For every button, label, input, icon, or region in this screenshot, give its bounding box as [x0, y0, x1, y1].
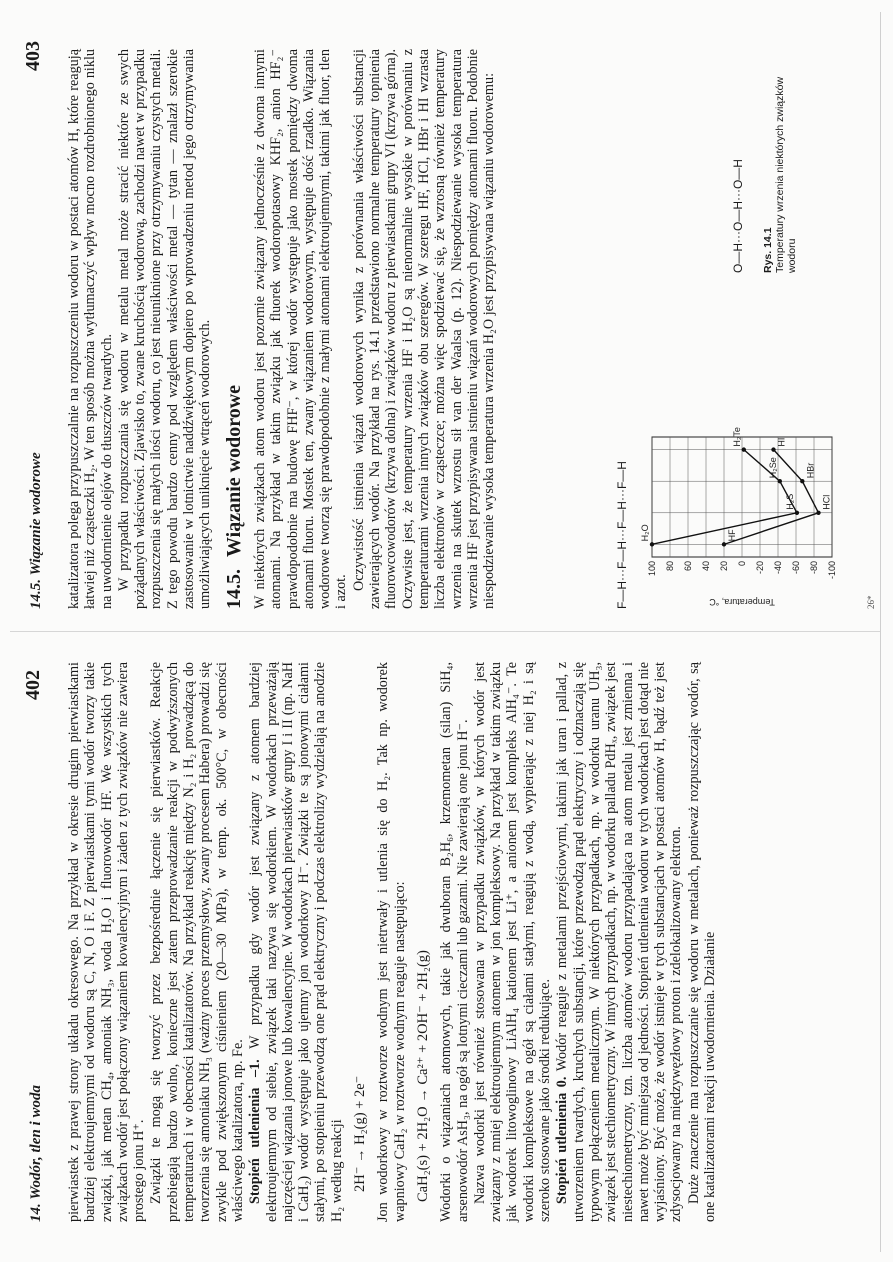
y-tick-label: -60 [791, 561, 801, 575]
point-label: H₂Te [731, 427, 742, 447]
y-tick-label: 0 [737, 561, 747, 567]
point-label: HBr [805, 462, 816, 479]
paragraph: Wodorki o wiązaniach atomowych, takie jak dwuboran B₂H₆, krzemometan (silan) SiH₄, arsenowodór AsH₃, na ogół są lotnymi cieczami lub gazami. Nie zawierają one jonu H⁻. [438, 662, 471, 1222]
point-label: HCl [821, 494, 832, 510]
paragraph: W przypadku rozpuszczania się wodoru w metalu metal może stracić niektóre ze swych pożądanych właściwości. Zjawisko to, zwane kruchością wodorową, zachodzi nawet w przypadku rozpuszczenia się małych ilości wodoru, co jest nieuniknione przy otrzymywaniu czystych metali. Z tego powodu bardzo cenny pod względem właściwości metal — tytan — znalazł szerokie zastosowanie w lotnictwie naddźwiękowym dopiero po wprowadzeniu metod jego otrzymywania umożliwiających uniknięcie wtrąceń wodorowych. [115, 49, 214, 609]
chart-layer [640, 427, 837, 607]
paragraph: katalizatora polega przypuszczalnie na rozpuszczeniu wodoru w postaci atomów H, które reagują łatwiej niż cząsteczki H₂. W ten sposób można wytłumaczyć wpływ mocno rozdrobnionego niklu na uwodornienie olejów do tłuszczów twardych. [66, 49, 115, 609]
figure-number: Rys. 14.1 [762, 227, 774, 273]
paragraph-text: Wodór reaguje z metalami przejściowymi, takimi jak uran i pallad, z utworzeniem twardych, kruchych substancji, które przewodzą prąd elektryczny i odznaczają się typowym połączeniem metalicznym. W niektórych przypadkach, np. w wodorku uranu UH₃, związek jest stechiometryczny. W innych przypadkach, np. w wodorku palladu PdHₓ, związek jest niestechiometryczny, tzn. liczba atomów wodoru przypadająca na atom metalu jest zmienna i nawet może być mniejsza od jedności. Stopień utlenienia wodoru w tych wodorkach jest dotąd nie wyjaśniony. Być może, że wodór istnieje w tych substancjach w postaci atomów H, bądź też jest zdysocjowany na międzywęzłowy proton i zdelokalizowany elektron. [554, 661, 685, 1222]
paragraph [247, 662, 345, 1222]
data-point [816, 511, 820, 515]
data-point [795, 511, 799, 515]
paragraph: Nazwa wodorki jest również stosowana w przypadku związków, w których wodór jest związany z mniej elektroujemnym atomem w jon kompleksowy. Na przykład w takim związku jak wodorek litowoglinowy LiAlH₄ kationem jest Li⁺, a anionem jest kompleks AlH₄⁻. Te wodorki kompleksowe na ogół są ciałami stałymi, reagują z wodą, wypierając z niej H₂ i są szeroko stosowane jako środki redukujące. [471, 662, 554, 1222]
y-tick-label: 40 [701, 561, 711, 572]
equation: 2H⁻ → H₂(g) + 2e⁻ [352, 1075, 369, 1192]
text-column [66, 662, 719, 1222]
y-tick-label: -20 [755, 561, 765, 575]
paragraph-text: W przypadku gdy wodór jest związany z atomem bardziej elektroujemnym od siebie, związek taki nazywa się wodorkiem. W wodorkach przeważają najczęściej wiązania jonowe lub kowalencyjne. W wodorkach pierwiastków grupy I i II (np. NaH i CaH₂) wodór występuje jako ujemny jon wodorkowy H⁻. Związki te są jonowymi ciałami stałymi, po stopieniu przewodzą one prąd elektryczny i podczas elektrolizy wydzielają na anodzie H₂ według reakcji [247, 661, 345, 1222]
figure-caption-text: Temperatury wrzenia niektórych związków wodoru [774, 76, 798, 273]
section-number: 14.5. [222, 569, 245, 609]
water-chain: O—H···O—H···O—H [731, 159, 745, 273]
y-tick-label: 60 [683, 561, 693, 572]
paragraph: Jon wodorkowy w roztworze wodnym jest nietrwały i utlenia się do H₂. Tak np. wodorek wapniowy CaH₂ w roztworze wodnym reaguje następująco: [375, 662, 408, 1222]
paragraph: Duże znaczenie ma rozpuszczanie się wodoru w metalach, ponieważ rozpuszczając wodór, są one katalizatorami reakcji uwodornienia. Działanie [685, 662, 718, 1222]
y-tick-label: -100 [827, 561, 837, 580]
figure-caption [732, 53, 798, 273]
y-tick-label: -40 [773, 561, 783, 575]
point-label: HF [727, 529, 737, 542]
running-head: 14.5. Wiązanie wodorowe [28, 452, 44, 609]
running-head: 14. Wodór, tlen i woda [28, 1085, 44, 1222]
page-number: 403 [22, 41, 44, 71]
point-label: HI [776, 437, 787, 447]
paragraph [554, 662, 684, 1222]
point-label: H₂Se [767, 457, 778, 479]
section-title: Wiązanie wodorowe [222, 384, 245, 557]
text-column [66, 49, 498, 609]
data-point [771, 447, 775, 451]
y-tick-label: 80 [665, 561, 675, 572]
paragraph: Związki te mogą się tworzyć przez bezpośrednie łączenie się pierwiastków. Reakcje przebiegają bardzo wolno, konieczne jest zatem przeprowadzanie reakcji w podwyższonych temperaturach i w obecności katalizatorów. Na przykład reakcję między N₂ i H₂ prowadzącą do tworzenia się amoniaku NH₃ (ważny proces przemysłowy, zwany procesem Habera) prowadzi się zwykle pod zwiększonym ciśnieniem (20—30 MPa), w temp. ok. 500°C, w obecności właściwego katalizatora, np. Fe. [148, 662, 246, 1222]
left-page [0, 631, 893, 1262]
y-axis-label: Temperatura, °C [709, 597, 775, 607]
signature-mark: 26* [866, 595, 876, 609]
paragraph: pierwiastek z prawej strony układu okresowego. Na przykład w okresie drugim pierwiastkami bardziej elektroujemnymi od wodoru są C, N, O i F. Z pierwiastkami tymi wodór tworzy takie związki, jak metan CH₄, amoniak NH₃, woda H₂O i fluorowodór HF. We wszystkich tych związkach wodór jest połączony wiązaniem kowalencyjnym i żaden z tych związków nie zawiera prostego jonu H⁺. [66, 662, 148, 1222]
y-tick-label: -80 [809, 561, 819, 575]
equation: CaH₂(s) + 2H₂O → Ca²⁺ + 2OH⁻ + 2H₂(g) [414, 950, 431, 1202]
subsection-title: Stopień utlenienia –1. [247, 1059, 264, 1204]
data-point [722, 542, 726, 546]
hf-chain: F—H···F—H···F—H···F—H [615, 461, 629, 609]
y-tick-label: 100 [647, 561, 657, 577]
data-point [800, 479, 804, 483]
subsection-title: Stopień utlenienia 0. [554, 1076, 571, 1204]
data-point [742, 447, 746, 451]
data-point [778, 479, 782, 483]
section-heading [222, 49, 245, 609]
data-point [650, 542, 654, 546]
boiling-point-chart [640, 327, 860, 617]
paragraph: Oczywistość istnienia wiązań wodorowych wynika z porównania właściwości substancji zawierających wodór. Na przykład na rys. 14.1 przedstawiono normalne temperatury topnienia fluorowcowodorów (krzywa dolna) i związków wodoru z pierwiastkami grupy VI (krzywa górna). Oczywiste jest, że temperatury wrzenia HF i H₂O są nienormalnie wysokie w porównaniu z temperaturami wrzenia innych związków obu szeregów. W szeregu HF, HCl, HBr i HI wzrasta liczba elektronów w cząsteczce; można więc spodziewać się, że wzrosną również temperatury wrzenia na skutek wzrostu sił van der Waalsa (p. 12). Niespodziewanie wysoka temperatura wrzenia HF jest przypisywana istnieniu wiązań wodorowych pomiędzy atomami fluoru. Podobnie niespodziewanie wysoka temperatura wrzenia H₂O jest przypisywana wiązaniu wodorowemu: [350, 49, 498, 609]
paragraph: W niektórych związkach atom wodoru jest pozornie związany jednocześnie z dwoma innymi atomami. Na przykład w takim związku jak fluorek wodoropotasowy KHF₂, anion HF₂⁻ prawdopodobnie ma budowę FHF⁻, w której wodór występuje jako mostek pomiędzy dwoma atomami fluoru. Mostek ten, zwany wiązaniem wodorowym, występuje dość rzadko. Wiązania wodorowe tworzą się prawdopodobnie z małymi atomami elektroujemnymi, takimi jak fluor, tlen i azot. [251, 49, 350, 609]
page-number: 402 [22, 670, 44, 700]
y-tick-label: 20 [719, 561, 729, 572]
scan-edge-line [880, 12, 881, 1252]
point-label: H₂S [784, 493, 795, 510]
gutter-line [10, 631, 880, 632]
point-label: H₂O [640, 524, 650, 542]
